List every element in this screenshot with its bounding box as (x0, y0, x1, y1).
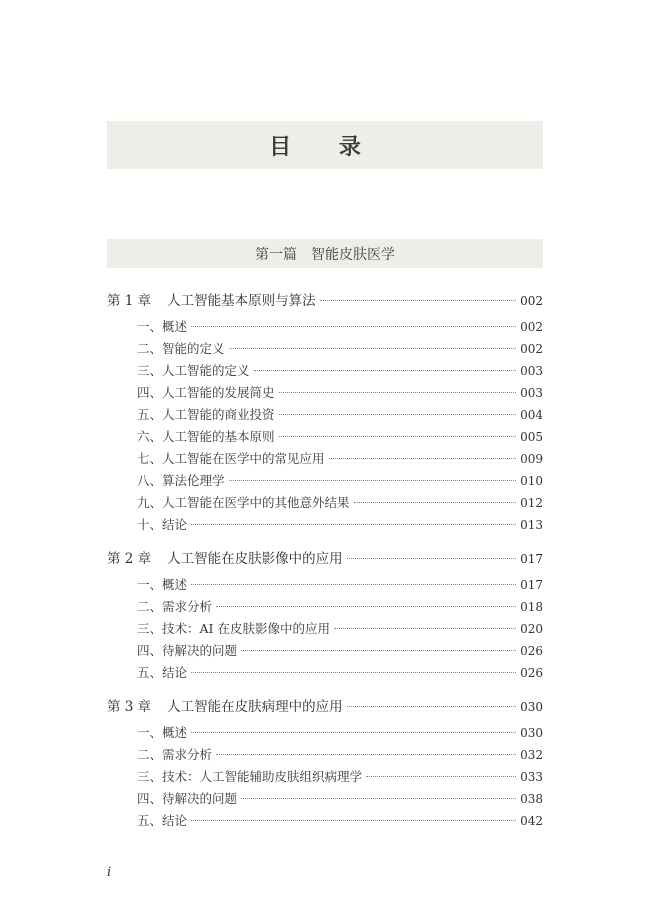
page-number: 030 (520, 726, 543, 740)
page-number: 030 (520, 700, 543, 714)
dot-leader (191, 672, 516, 673)
dot-leader (229, 480, 517, 481)
toc-section-entry[interactable] (107, 514, 543, 536)
page-number: 003 (520, 364, 543, 378)
page-number: 017 (520, 578, 543, 592)
chapter-title: 人工智能在皮肤影像中的应用 (167, 551, 343, 567)
toc-section-entry[interactable] (107, 766, 543, 788)
toc-section-entry[interactable] (107, 722, 543, 744)
section-title: 二、需求分析 (137, 599, 213, 614)
section-title: 三、技术：人工智能辅助皮肤组织病理学 (137, 769, 363, 784)
section-title: 四、待解决的问题 (137, 791, 238, 806)
section-title: 五、结论 (137, 813, 188, 828)
chapter-title: 人工智能基本原则与算法 (167, 293, 316, 309)
section-title: 六、人工智能的基本原则 (137, 429, 275, 444)
section-title: 二、需求分析 (137, 747, 213, 762)
toc-section-entry[interactable] (107, 492, 543, 514)
page-number: 003 (520, 386, 543, 400)
toc-section-entry[interactable] (107, 316, 543, 338)
chapter-number: 第 2 章 (107, 551, 152, 567)
page-number: 042 (520, 814, 543, 828)
dot-leader (216, 606, 516, 607)
page-number: 026 (520, 666, 543, 680)
page-number: 026 (520, 644, 543, 658)
toc-section-entry[interactable] (107, 360, 543, 382)
chapter-number: 第 3 章 (107, 699, 152, 715)
dot-leader (191, 584, 516, 585)
dot-leader (229, 348, 517, 349)
page-number: 017 (520, 552, 543, 566)
dot-leader (191, 326, 516, 327)
page-number: 012 (520, 496, 543, 510)
dot-leader (191, 524, 516, 525)
part-banner (107, 239, 543, 268)
page-number: 002 (520, 320, 543, 334)
dot-leader (279, 392, 517, 393)
toc-section-entry[interactable] (107, 618, 543, 640)
page-number: 018 (520, 600, 543, 614)
dot-leader (329, 458, 517, 459)
section-title: 四、人工智能的发展简史 (137, 385, 275, 400)
page-number: 038 (520, 792, 543, 806)
toc-section-entry[interactable] (107, 448, 543, 470)
toc-section-entry[interactable] (107, 788, 543, 810)
page-number: 005 (520, 430, 543, 444)
page-number: 010 (520, 474, 543, 488)
toc-section-entry[interactable] (107, 382, 543, 404)
page-number: 009 (520, 452, 543, 466)
spacer (107, 536, 543, 544)
page-folio: i (107, 865, 112, 880)
page-number: 020 (520, 622, 543, 636)
toc-section-entry[interactable] (107, 574, 543, 596)
spacer (107, 684, 543, 692)
page-number: 004 (520, 408, 543, 422)
toc-section-entry[interactable] (107, 662, 543, 684)
section-title: 四、待解决的问题 (137, 643, 238, 658)
section-title: 五、结论 (137, 665, 188, 680)
page-number: 032 (520, 748, 543, 762)
section-title: 八、算法伦理学 (137, 473, 225, 488)
section-title: 三、人工智能的定义 (137, 363, 250, 378)
toc-section-entry[interactable] (107, 426, 543, 448)
table-of-contents (107, 286, 543, 832)
dot-leader (279, 436, 517, 437)
chapter-title: 人工智能在皮肤病理中的应用 (167, 699, 343, 715)
section-title: 九、人工智能在医学中的其他意外结果 (137, 495, 350, 510)
toc-section-entry[interactable] (107, 596, 543, 618)
section-title: 七、人工智能在医学中的常见应用 (137, 451, 325, 466)
dot-leader (347, 558, 516, 559)
dot-leader (334, 628, 516, 629)
toc-chapter-entry[interactable] (107, 286, 543, 316)
dot-leader (191, 820, 516, 821)
dot-leader (254, 370, 517, 371)
chapter-number: 第 1 章 (107, 293, 152, 309)
page-number: 002 (520, 342, 543, 356)
dot-leader (216, 754, 516, 755)
section-title: 二、智能的定义 (137, 341, 225, 356)
dot-leader (366, 776, 516, 777)
dot-leader (241, 798, 516, 799)
page-number: 013 (520, 518, 543, 532)
part-title: 第一篇 智能皮肤医学 (255, 246, 395, 263)
section-title: 十、结论 (137, 517, 188, 532)
toc-section-entry[interactable] (107, 338, 543, 360)
section-title: 三、技术：AI 在皮肤影像中的应用 (137, 621, 330, 636)
dot-leader (347, 706, 516, 707)
section-title: 一、概述 (137, 725, 188, 740)
toc-chapter-entry[interactable] (107, 692, 543, 722)
toc-section-entry[interactable] (107, 470, 543, 492)
toc-section-entry[interactable] (107, 404, 543, 426)
toc-section-entry[interactable] (107, 640, 543, 662)
page-number: 033 (520, 770, 543, 784)
toc-title-banner (107, 121, 543, 169)
toc-chapter-entry[interactable] (107, 544, 543, 574)
dot-leader (354, 502, 517, 503)
section-title: 一、概述 (137, 319, 188, 334)
dot-leader (191, 732, 516, 733)
toc-section-entry[interactable] (107, 810, 543, 832)
dot-leader (241, 650, 516, 651)
toc-title: 目 录 (269, 133, 381, 160)
toc-section-entry[interactable] (107, 744, 543, 766)
section-title: 五、人工智能的商业投资 (137, 407, 275, 422)
dot-leader (279, 414, 517, 415)
dot-leader (320, 300, 516, 301)
page-number: 002 (520, 294, 543, 308)
section-title: 一、概述 (137, 577, 188, 592)
